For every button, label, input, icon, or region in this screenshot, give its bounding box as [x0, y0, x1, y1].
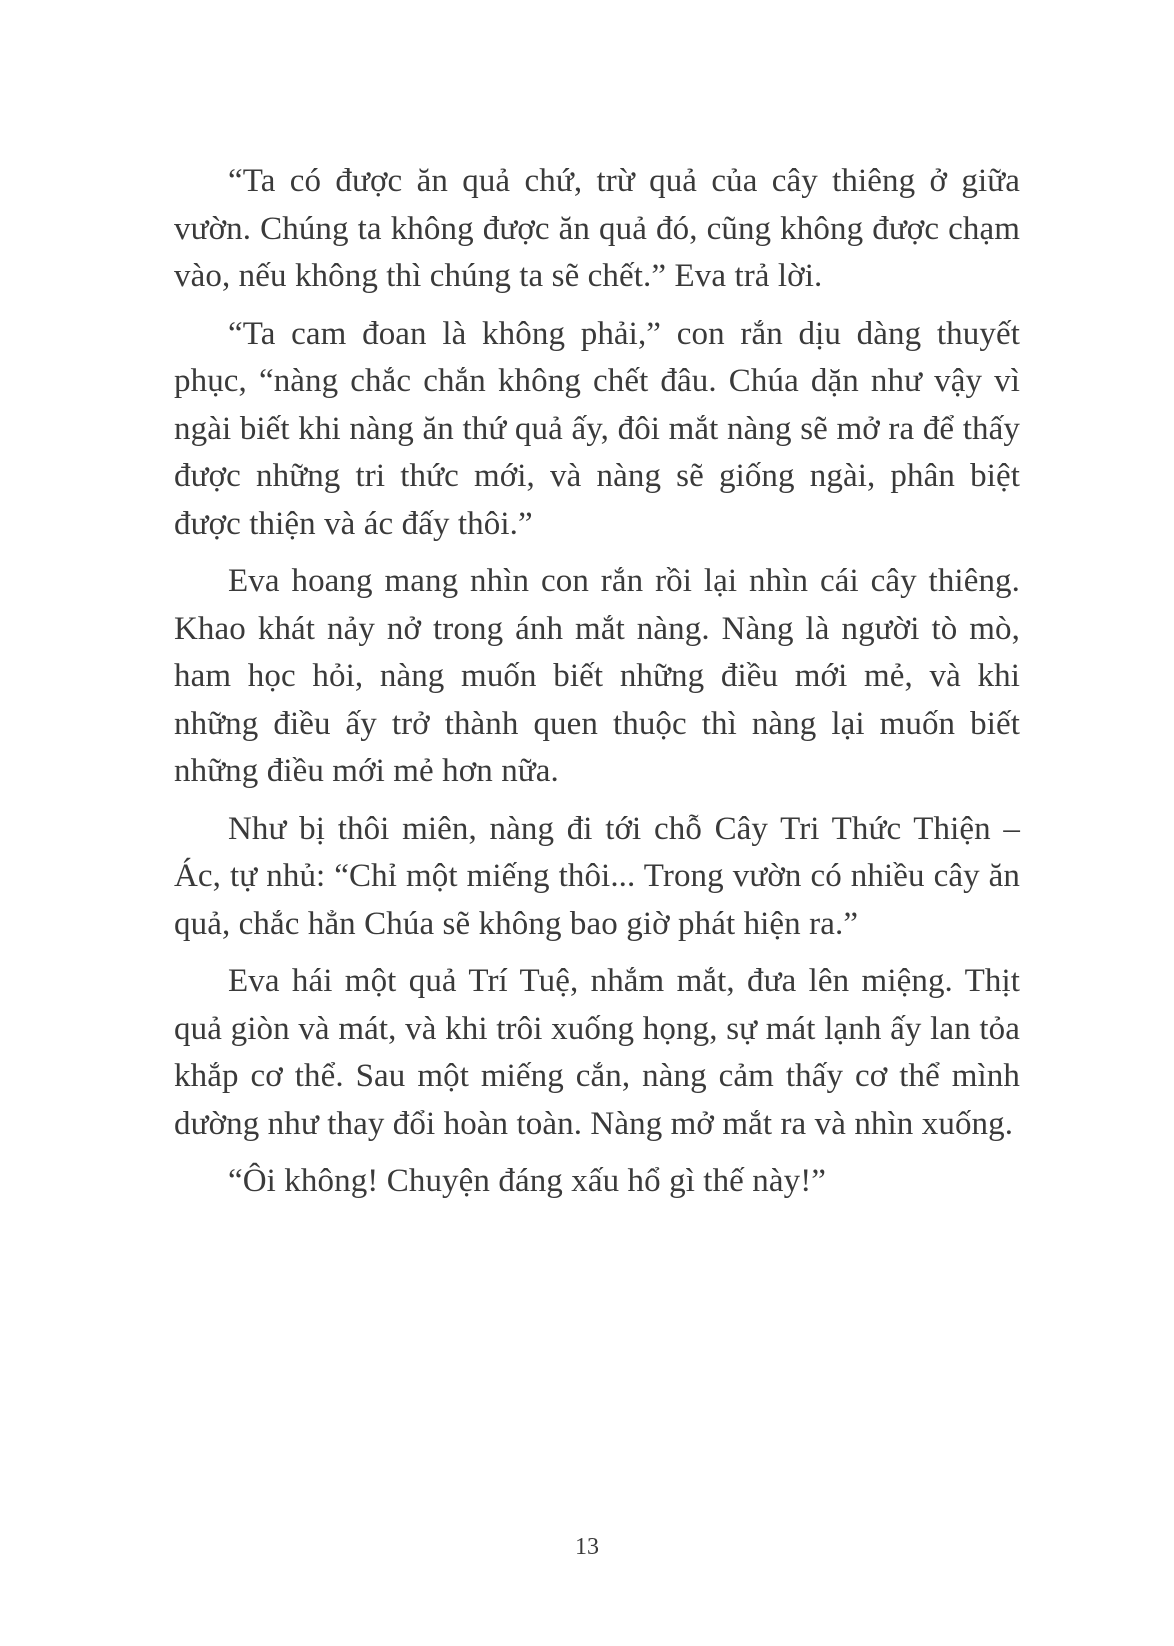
paragraph-4: Như bị thôi miên, nàng đi tới chỗ Cây Tri Thức Thiện – Ác, tự nhủ: “Chỉ một miếng thôi... Trong vườn có nhiều cây ăn quả, chắc hẳn Chúa sẽ không bao giờ phát hiện ra.”: [174, 810, 1020, 942]
paragraph-3: Eva hoang mang nhìn con rắn rồi lại nhìn cái cây thiêng. Khao khát nảy nở trong ánh mắt nàng. Nàng là người tò mò, ham học hỏi, nàng muốn biết những điều mới mẻ, và khi những điều ấy trở thành quen thuộc thì nàng lại muốn biết những điều mới mẻ hơn nữa.: [174, 563, 1020, 789]
page-number: 13: [575, 1534, 599, 1560]
paragraph-2: “Ta cam đoan là không phải,” con rắn dịu dàng thuyết phục, “nàng chắc chắn không chết đâu. Chúa dặn như vậy vì ngài biết khi nàng ăn thứ quả ấy, đôi mắt nàng sẽ mở ra để thấy được những tri thức mới, và nàng sẽ giống ngài, phân biệt được thiện và ác đấy thôi.”: [174, 315, 1020, 542]
paragraph-5: Eva hái một quả Trí Tuệ, nhắm mắt, đưa lên miệng. Thịt quả giòn và mát, và khi trôi xuống họng, sự mát lạnh ấy lan tỏa khắp cơ thể. Sau một miếng cắn, nàng cảm thấy cơ thể mình dường như thay đổi hoàn toàn. Nàng mở mắt ra và nhìn xuống.: [174, 963, 1020, 1142]
paragraph-1: “Ta có được ăn quả chứ, trừ quả của cây thiêng ở giữa vườn. Chúng ta không được ăn quả đó, cũng không được chạm vào, nếu không thì chúng ta sẽ chết.” Eva trả lời.: [174, 163, 1020, 294]
paragraph-6: “Ôi không! Chuyện đáng xấu hổ gì thế này!”: [228, 1163, 827, 1199]
body-text: [174, 158, 1020, 1216]
